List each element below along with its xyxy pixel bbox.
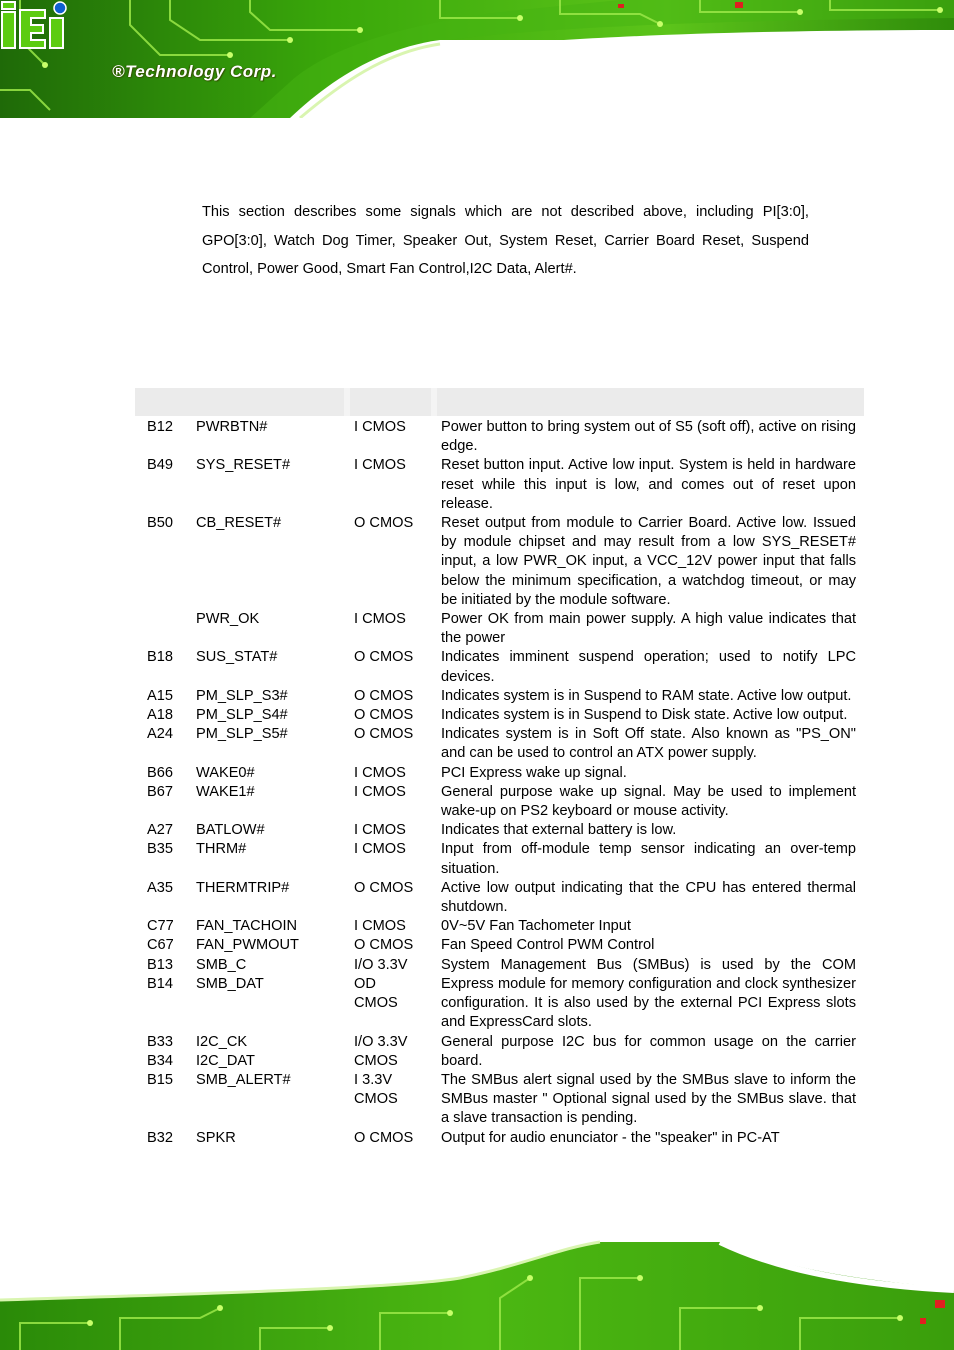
signal-cell: SMB_ALERT#: [196, 1071, 291, 1088]
pin-cell: B13 B14: [147, 956, 173, 992]
description-cell: PCI Express wake up signal.: [441, 764, 627, 781]
table-row: [135, 764, 864, 783]
io-type-cell: O CMOS: [354, 1129, 414, 1146]
circuit-board-footer-graphic: [0, 1238, 954, 1350]
signal-cell: SYS_RESET#: [196, 457, 291, 474]
io-type-cell: I CMOS: [354, 918, 406, 935]
table-row: [135, 956, 864, 1033]
pin-cell: A15: [147, 687, 173, 704]
pin-cell: B67: [147, 783, 173, 800]
io-type-cell: I CMOS: [354, 457, 406, 474]
io-type-cell: I CMOS: [354, 822, 406, 839]
description-cell: 0V~5V Fan Tachometer Input: [441, 918, 631, 935]
io-type-cell: O CMOS: [354, 879, 414, 896]
signal-cell: PWRBTN#: [196, 419, 268, 435]
description-cell: Power OK from main power supply. A high value indicates that the power: [441, 611, 856, 647]
io-type-cell: I 3.3V CMOS: [354, 1071, 398, 1108]
io-type-cell: I CMOS: [354, 783, 406, 800]
pin-cell: B35: [147, 841, 173, 858]
page-header-banner: [0, 0, 954, 118]
pin-cell: C77: [147, 918, 174, 935]
pin-cell: C67: [147, 937, 174, 954]
description-cell: System Management Bus (SMBus) is used by the COM Express module for memory configuration and clock synthesizer configuration. It is also used by the external PCI Express slots and ExpressCard slots.: [441, 956, 856, 1031]
signal-cell: SUS_STAT#: [196, 649, 278, 666]
pin-cell: A35: [147, 879, 173, 896]
table-body: [135, 418, 864, 1148]
io-type-cell: I CMOS: [354, 611, 406, 628]
signal-cell: PM_SLP_S4#: [196, 707, 288, 724]
signal-cell: THRM#: [196, 841, 247, 858]
io-type-cell: O CMOS: [354, 649, 414, 666]
table-row: [135, 687, 864, 706]
page-footer-banner: [0, 1238, 954, 1350]
table-header-bar: [135, 388, 864, 416]
signal-cell: BATLOW#: [196, 822, 265, 839]
description-cell: The SMBus alert signal used by the SMBus slave to inform the SMBus master " Optional signal used by the SMBus slave. that a slave transaction is pending.: [441, 1071, 856, 1127]
table-row: [135, 783, 864, 821]
signal-cell: PM_SLP_S3#: [196, 687, 288, 704]
table-row: [135, 1071, 864, 1129]
table-row: [135, 610, 864, 648]
pin-cell: B66: [147, 764, 173, 781]
description-cell: Fan Speed Control PWM Control: [441, 937, 655, 954]
description-cell: Indicates imminent suspend operation; used to notify LPC devices.: [441, 649, 856, 685]
description-cell: Reset button input. Active low input. System is held in hardware reset while this input is low, and comes out of reset upon release.: [441, 457, 856, 512]
io-type-cell: O CMOS: [354, 726, 414, 743]
pin-cell: B15: [147, 1071, 173, 1088]
signal-cell: WAKE0#: [196, 764, 255, 781]
table-row: [135, 456, 864, 514]
description-cell: Indicates that external battery is low.: [441, 822, 677, 839]
pin-cell: B50: [147, 515, 173, 532]
signal-cell: FAN_TACHOIN: [196, 918, 298, 935]
io-type-cell: O CMOS: [354, 515, 414, 532]
table-row: [135, 418, 864, 456]
description-cell: Indicates system is in Suspend to RAM state. Active low output.: [441, 687, 852, 704]
description-cell: Reset output from module to Carrier Board. Active low. Issued by module chipset and may result from a low SYS_RESET# input, a low PWR_OK input, a VCC_12V power input that falls below the minimum specification, a watchdog timeout, or may be initiated by the module software.: [441, 515, 856, 608]
pin-cell: B12: [147, 419, 173, 435]
pin-cell: A27: [147, 822, 173, 839]
io-type-cell: I CMOS: [354, 764, 406, 781]
pin-cell: B32: [147, 1129, 173, 1146]
pin-cell: A18: [147, 707, 173, 724]
description-cell: General purpose wake up signal. May be used to implement wake-up on PS2 keyboard or mouse activity.: [441, 783, 856, 820]
description-cell: General purpose I2C bus for common usage on the carrier board.: [441, 1033, 856, 1069]
circuit-board-header-graphic: [0, 0, 954, 118]
io-type-cell: I/O 3.3V CMOS: [354, 1033, 408, 1069]
io-type-cell: O CMOS: [354, 687, 414, 704]
signal-cell: PWR_OK: [196, 611, 260, 628]
table-row: [135, 821, 864, 840]
table-row: [135, 936, 864, 955]
signal-cell: CB_RESET#: [196, 515, 282, 532]
table-row: [135, 648, 864, 686]
description-cell: Active low output indicating that the CPU has entered thermal shutdown.: [441, 879, 856, 916]
table-row: [135, 514, 864, 610]
io-type-cell: I CMOS: [354, 841, 406, 858]
io-type-cell: O CMOS: [354, 937, 414, 954]
pin-cell: B18: [147, 649, 173, 666]
pin-cell: B49: [147, 457, 173, 474]
table-row: [135, 1129, 864, 1148]
signal-description-table: [135, 418, 864, 1148]
description-cell: Power button to bring system out of S5 (soft off), active on rising edge.: [441, 419, 856, 455]
table-row: [135, 840, 864, 878]
table-row: [135, 879, 864, 917]
table-row: [135, 725, 864, 763]
description-cell: Indicates system is in Suspend to Disk state. Active low output.: [441, 707, 848, 724]
signal-cell: WAKE1#: [196, 783, 255, 800]
signal-cell: SPKR: [196, 1129, 236, 1146]
io-type-cell: O CMOS: [354, 707, 414, 724]
signal-cell: SMB_C SMB_DAT: [196, 956, 264, 992]
io-type-cell: I/O 3.3V OD CMOS: [354, 956, 408, 1012]
pin-cell: [135, 610, 196, 648]
description-cell: Output for audio enunciator - the "speaker" in PC-AT: [441, 1129, 780, 1146]
io-type-cell: I CMOS: [354, 419, 406, 435]
pin-cell: A24: [147, 726, 173, 743]
table-row: [135, 1033, 864, 1071]
iei-logo-icon: [0, 0, 72, 52]
signal-cell: I2C_CK I2C_DAT: [196, 1033, 255, 1069]
company-brand-text: ®Technology Corp.: [112, 62, 277, 81]
signal-cell: THERMTRIP#: [196, 879, 290, 896]
description-cell: Indicates system is in Soft Off state. Also known as "PS_ON" and can be used to control an ATX power supply.: [441, 726, 856, 762]
description-cell: Input from off-module temp sensor indicating an over-temp situation.: [441, 841, 856, 877]
signal-cell: FAN_PWMOUT: [196, 937, 299, 954]
pin-cell: B33 B34: [147, 1033, 173, 1069]
table-row: [135, 917, 864, 936]
table-row: [135, 706, 864, 725]
section-intro-paragraph: This section describes some signals which are not described above, including PI[3:0], GPO[3:0], Watch Dog Timer, Speaker Out, System Reset, Carrier Board Reset, Suspend Control, Power Good, Smart Fan Control,I2C Data, Alert#.: [202, 204, 809, 277]
signal-cell: PM_SLP_S5#: [196, 726, 288, 743]
